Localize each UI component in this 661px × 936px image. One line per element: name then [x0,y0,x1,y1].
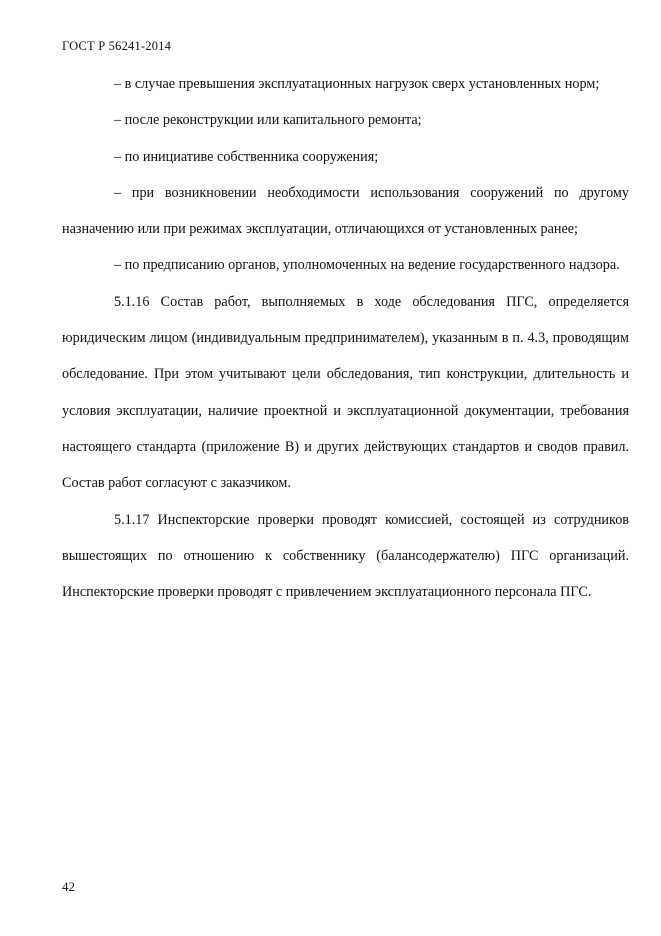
list-item-supervision-order: – по предписанию органов, уполномоченных на ведение государственного надзора. [114,257,620,274]
list-item-after-reconstruction: – после реконструкции или капитального ремонта; [114,112,422,129]
clause-5-1-17: 5.1.17 Инспекторские проверки проводят комиссией, состоящей из сотрудников вышестоящих по отношению к собственнику (балансодержателю) ПГС организаций. Инспекторские проверки проводят с привлечением эксплуатационного персонала ПГС. [62,511,629,601]
page-number: 42 [62,879,75,894]
document-header: ГОСТ Р 56241-2014 [62,39,172,53]
document-body [62,66,629,610]
list-item-change-of-purpose: – при возникновении необходимости использования сооружений по другому назначению или при режимах эксплуатации, отличающихся от установленных ранее; [62,184,629,238]
list-item-owner-initiative: – по инициативе собственника сооружения; [114,148,379,165]
clause-5-1-16: 5.1.16 Состав работ, выполняемых в ходе обследования ПГС, определяется юридическим лицом (индивидуальным предпринимателем), указанным в п. 4.3, проводящим обследование. При этом учитывают цели обследования, тип конструкции, длительность и условия эксплуатации, наличие проектной и эксплуатационной документации, требования настоящего стандарта (приложение В) и других действующих стандартов и сводов правил. Состав работ согласуют с заказчиком. [62,293,629,492]
list-item-excess-loads: – в случае превышения эксплуатационных нагрузок сверх установленных норм; [114,76,600,92]
